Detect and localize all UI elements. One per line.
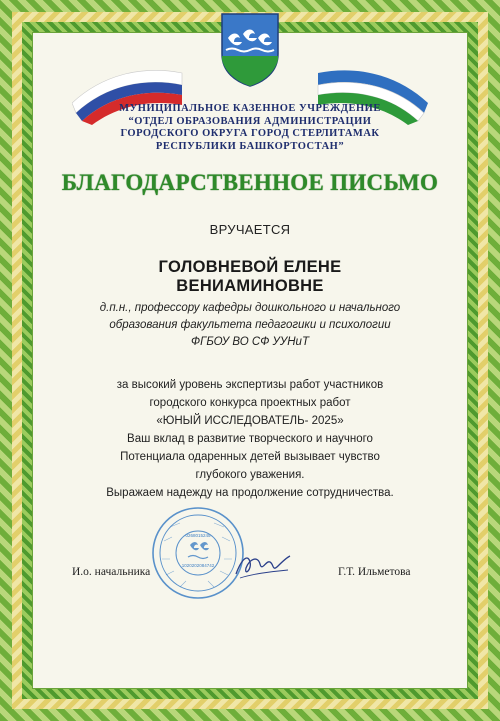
- stamp-inn: 0268015245: [185, 533, 211, 538]
- recipient-name-line-2: ВЕНИАМИНОВНЕ: [176, 277, 324, 295]
- recipient-position-line-1: д.п.н., профессору кафедры дошкольного и начального: [99, 302, 401, 314]
- body-line-6: глубокого уважения.: [195, 469, 305, 481]
- recipient-position: [60, 300, 440, 351]
- document-title: БЛАГОДАРСТВЕННОЕ ПИСЬМО: [61, 170, 439, 195]
- signatory-title: И.о. начальника: [72, 566, 151, 578]
- recipient-name-line-1: ГОЛОВНЕВОЙ ЕЛЕНЕ: [158, 258, 342, 276]
- handwritten-signature: [232, 548, 292, 582]
- body-line-5: Потенциала одаренных детей вызывает чувство: [120, 451, 380, 463]
- recipient-position-line-3: ФГБОУ ВО СФ УУНиТ: [191, 336, 309, 348]
- organization-line-3: ГОРОДСКОГО ОКРУГА ГОРОД СТЕРЛИТАМАК: [120, 128, 380, 139]
- body-line-4: Ваш вклад в развитие творческого и научного: [127, 433, 373, 445]
- gratitude-text: [50, 376, 450, 502]
- organization-line-2: “ОТДЕЛ ОБРАЗОВАНИЯ АДМИНИСТРАЦИИ: [128, 115, 372, 127]
- signatory-name: Г.Т. Ильметова: [338, 566, 411, 578]
- recipient-position-line-2: образования факультета педагогики и психологии: [109, 319, 391, 331]
- body-line-1: за высокий уровень экспертизы работ участников: [116, 379, 384, 391]
- recipient-name: [40, 258, 460, 296]
- body-line-7: Выражаем надежду на продолжение сотрудничества.: [106, 487, 394, 499]
- stamp-ogrn: 1020202084742: [181, 563, 215, 568]
- organization-line-1: МУНИЦИПАЛЬНОЕ КАЗЕННОЕ УЧРЕЖДЕНИЕ: [119, 103, 381, 114]
- awarded-label: ВРУЧАЕТСЯ: [209, 222, 291, 237]
- city-coat-of-arms-emblem: [218, 10, 282, 88]
- organization-header: [100, 103, 400, 153]
- body-line-3: «ЮНЫЙ ИССЛЕДОВАТЕЛЬ- 2025»: [156, 415, 344, 427]
- body-line-2: городского конкурса проектных работ: [149, 397, 351, 409]
- organization-line-4: РЕСПУБЛИКИ БАШКОРТОСТАН”: [155, 140, 345, 152]
